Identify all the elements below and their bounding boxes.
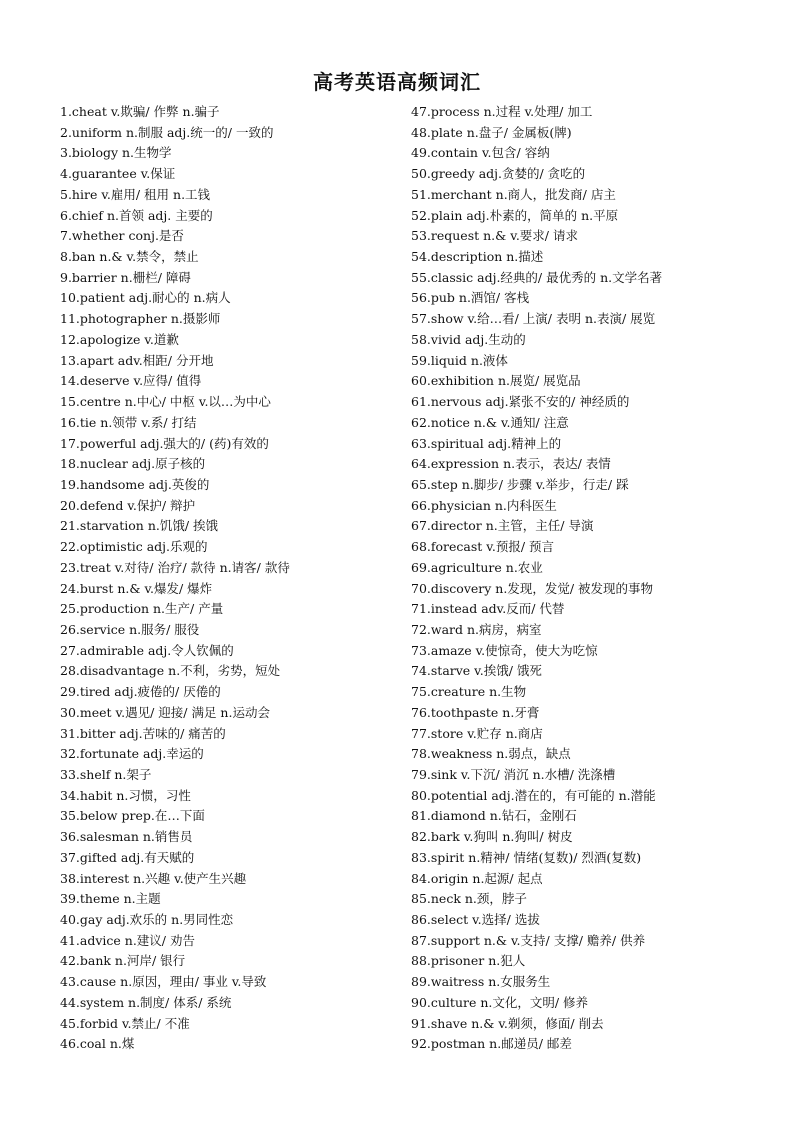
vocab-entry: 42.bank n.河岸/ 银行 xyxy=(60,953,186,969)
vocab-entry: 83.spirit n.精神/ 情绪(复数)/ 烈酒(复数) xyxy=(411,849,642,865)
vocab-entry: 64.expression n.表示，表达/ 表情 xyxy=(411,456,611,472)
vocab-entry: 5.hire v.雇用/ 租用 n.工钱 xyxy=(60,186,211,202)
vocab-entry: 86.select v.选择/ 选拔 xyxy=(411,912,540,928)
vocab-entry: 32.fortunate adj.幸运的 xyxy=(60,746,204,762)
vocab-entry: 37.gifted adj.有天赋的 xyxy=(60,849,195,865)
vocab-entry: 40.gay adj.欢乐的 n.男同性恋 xyxy=(60,912,234,928)
vocab-entry: 76.toothpaste n.牙膏 xyxy=(411,704,540,720)
vocab-entry: 63.spiritual adj.精神上的 xyxy=(411,435,562,451)
vocab-entry: 92.postman n.邮递员/ 邮差 xyxy=(411,1036,572,1052)
vocab-entry: 66.physician n.内科医生 xyxy=(411,497,557,513)
vocab-entry: 21.starvation n.饥饿/ 挨饿 xyxy=(60,518,219,534)
vocab-entry: 15.centre n.中心/ 中枢 v.以…为中心 xyxy=(60,394,271,410)
vocab-entry: 1.cheat v.欺骗/ 作弊 n.骗子 xyxy=(60,104,220,119)
vocab-entry: 56.pub n.酒馆/ 客栈 xyxy=(411,290,530,306)
vocab-entry: 9.barrier n.栅栏/ 障碍 xyxy=(60,269,191,285)
vocab-entry: 3.biology n.生物学 xyxy=(60,145,172,161)
vocab-entry: 87.support n.& v.支持/ 支撑/ 赡养/ 供养 xyxy=(411,932,646,948)
left-column xyxy=(60,102,420,1055)
vocab-entry: 24.burst n.& v.爆发/ 爆炸 xyxy=(60,580,213,596)
vocab-entry: 4.guarantee v.保证 xyxy=(60,166,176,182)
vocab-entry: 10.patient adj.耐心的 n.病人 xyxy=(60,290,231,306)
vocab-entry: 73.amaze v.使惊奇，使大为吃惊 xyxy=(411,642,598,658)
vocab-entry: 30.meet v.遇见/ 迎接/ 满足 n.运动会 xyxy=(60,704,270,720)
vocab-entry: 55.classic adj.经典的/ 最优秀的 n.文学名著 xyxy=(411,269,663,285)
vocab-entry: 91.shave n.& v.剃须，修面/ 削去 xyxy=(411,1015,604,1031)
vocab-entry: 74.starve v.挨饿/ 饿死 xyxy=(411,663,542,679)
vocab-entry: 59.liquid n.液体 xyxy=(411,352,508,368)
vocab-entry: 7.whether conj.是否 xyxy=(60,228,184,244)
vocab-entry: 53.request n.& v.要求/ 请求 xyxy=(411,228,578,244)
vocab-entry: 54.description n.描述 xyxy=(411,249,544,265)
vocab-entry: 50.greedy adj.贪婪的/ 贪吃的 xyxy=(411,166,586,182)
vocab-entry: 34.habit n.习惯，习性 xyxy=(60,787,191,803)
vocab-entry: 41.advice n.建议/ 劝告 xyxy=(60,932,195,948)
vocab-entry: 47.process n.过程 v.处理/ 加工 xyxy=(411,104,593,119)
vocab-entry: 88.prisoner n.犯人 xyxy=(411,953,526,969)
vocab-entry: 52.plain adj.朴素的，简单的 n.平原 xyxy=(411,207,619,223)
vocab-entry: 44.system n.制度/ 体系/ 系统 xyxy=(60,994,232,1010)
vocab-entry: 49.contain v.包含/ 容纳 xyxy=(411,145,550,161)
vocab-entry: 72.ward n.病房，病室 xyxy=(411,621,542,637)
vocab-entry: 78.weakness n.弱点，缺点 xyxy=(411,746,571,762)
vocab-entry: 45.forbid v.禁止/ 不准 xyxy=(60,1015,190,1031)
vocab-entry: 35.below prep.在…下面 xyxy=(60,808,205,824)
vocab-entry: 70.discovery n.发现，发觉/ 被发现的事物 xyxy=(411,580,653,596)
vocab-entry: 22.optimistic adj.乐观的 xyxy=(60,539,208,555)
vocab-entry: 80.potential adj.潜在的，有可能的 n.潜能 xyxy=(411,787,656,803)
vocab-entry: 17.powerful adj.强大的/ (药)有效的 xyxy=(60,435,269,451)
vocab-entry: 85.neck n.颈，脖子 xyxy=(411,891,527,907)
vocab-entry: 19.handsome adj.英俊的 xyxy=(60,476,210,492)
vocab-entry: 79.sink v.下沉/ 消沉 n.水槽/ 洗涤槽 xyxy=(411,767,616,782)
vocab-entry: 65.step n.脚步/ 步骤 v.举步，行走/ 踩 xyxy=(411,476,629,492)
vocab-entry: 68.forecast v.预报/ 预言 xyxy=(411,539,555,555)
vocab-entry: 28.disadvantage n.不利，劣势，短处 xyxy=(60,663,281,679)
vocab-entry: 39.theme n.主题 xyxy=(60,891,161,907)
vocab-entry: 90.culture n.文化，文明/ 修养 xyxy=(411,994,589,1010)
vocab-entry: 89.waitress n.女服务生 xyxy=(411,974,551,990)
vocab-entry: 38.interest n.兴趣 v.使产生兴趣 xyxy=(60,870,247,886)
vocab-entry: 13.apart adv.相距/ 分开地 xyxy=(60,352,214,368)
vocab-entry: 36.salesman n.销售员 xyxy=(60,829,193,845)
vocab-entry: 48.plate n.盘子/ 金属板(牌) xyxy=(411,124,572,140)
vocab-entry: 31.bitter adj.苦味的/ 痛苦的 xyxy=(60,725,226,741)
vocab-entry: 2.uniform n.制服 adj.统一的/ 一致的 xyxy=(60,124,274,140)
vocab-entry: 71.instead adv.反而/ 代替 xyxy=(411,601,565,617)
vocab-entry: 61.nervous adj.紧张不安的/ 神经质的 xyxy=(411,394,630,410)
vocab-entry: 46.coal n.煤 xyxy=(60,1036,135,1052)
vocab-entry: 11.photographer n.摄影师 xyxy=(60,311,221,327)
vocab-entry: 25.production n.生产/ 产量 xyxy=(60,601,224,617)
vocab-entry: 77.store v.贮存 n.商店 xyxy=(411,725,543,741)
vocab-entry: 58.vivid adj.生动的 xyxy=(411,331,526,347)
vocab-entry: 23.treat v.对待/ 治疗/ 款待 n.请客/ 款待 xyxy=(60,559,290,575)
vocab-entry: 20.defend v.保护/ 辩护 xyxy=(60,497,196,513)
vocab-entry: 8.ban n.& v.禁令，禁止 xyxy=(60,249,199,265)
vocab-entry: 12.apologize v.道歉 xyxy=(60,331,179,347)
vocab-entry: 60.exhibition n.展览/ 展览品 xyxy=(411,373,581,389)
vocab-entry: 29.tired adj.疲倦的/ 厌倦的 xyxy=(60,684,221,700)
vocab-entry: 75.creature n.生物 xyxy=(411,684,527,700)
vocab-entry: 69.agriculture n.农业 xyxy=(411,559,543,575)
vocab-entry: 33.shelf n.架子 xyxy=(60,767,152,782)
vocab-entry: 51.merchant n.商人，批发商/ 店主 xyxy=(411,186,616,202)
vocab-entry: 18.nuclear adj.原子核的 xyxy=(60,456,206,472)
vocab-entry: 81.diamond n.钻石，金刚石 xyxy=(411,808,577,824)
vocab-entry: 43.cause n.原因，理由/ 事业 v.导致 xyxy=(60,974,267,990)
vocab-entry: 82.bark v.狗叫 n.狗叫/ 树皮 xyxy=(411,829,573,845)
right-column xyxy=(411,102,771,1055)
vocab-entry: 27.admirable adj.令人钦佩的 xyxy=(60,642,234,658)
vocab-entry: 6.chief n.首领 adj. 主要的 xyxy=(60,207,213,223)
vocab-entry: 14.deserve v.应得/ 值得 xyxy=(60,373,202,389)
vocab-entry: 26.service n.服务/ 服役 xyxy=(60,621,200,637)
vocab-entry: 84.origin n.起源/ 起点 xyxy=(411,870,543,886)
vocab-entry: 57.show v.给…看/ 上演/ 表明 n.表演/ 展览 xyxy=(411,311,656,327)
vocab-entry: 16.tie n.领带 v.系/ 打结 xyxy=(60,414,197,430)
page-title: 高考英语高频词汇 xyxy=(313,70,481,94)
vocab-entry: 62.notice n.& v.通知/ 注意 xyxy=(411,414,569,430)
vocab-entry: 67.director n.主管，主任/ 导演 xyxy=(411,518,594,534)
